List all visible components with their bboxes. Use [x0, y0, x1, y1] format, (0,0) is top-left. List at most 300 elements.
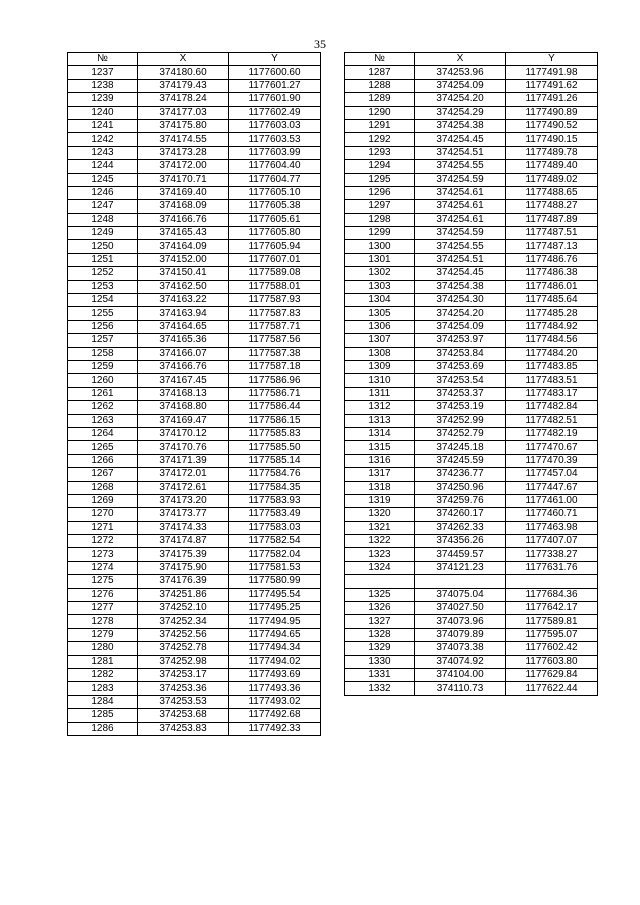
point-number-cell: 1267 — [68, 468, 138, 481]
table-row — [68, 374, 321, 387]
y-coordinate-cell: 1177607.01 — [229, 253, 321, 266]
table-row — [68, 575, 321, 588]
x-coordinate-cell: 374173.20 — [138, 494, 229, 507]
table-row — [68, 240, 321, 253]
point-number-cell: 1254 — [68, 294, 138, 307]
point-number-cell: 1324 — [345, 561, 415, 574]
x-coordinate-cell: 374252.78 — [138, 642, 229, 655]
x-coordinate-cell: 374254.61 — [415, 200, 506, 213]
table-row — [345, 628, 598, 641]
x-coordinate-cell: 374121.23 — [415, 561, 506, 574]
x-coordinate-cell: 374165.43 — [138, 227, 229, 240]
x-coordinate-cell: 374253.84 — [415, 347, 506, 360]
table-row — [345, 133, 598, 146]
point-number-cell: 1320 — [345, 508, 415, 521]
point-number-cell: 1288 — [345, 79, 415, 92]
x-coordinate-cell: 374179.43 — [138, 79, 229, 92]
table-row — [345, 401, 598, 414]
point-number-cell: 1331 — [345, 668, 415, 681]
point-number-cell: 1305 — [345, 307, 415, 320]
y-coordinate-cell: 1177489.02 — [506, 173, 598, 186]
point-number-cell: 1245 — [68, 173, 138, 186]
x-coordinate-cell: 374262.33 — [415, 521, 506, 534]
point-number-cell: 1266 — [68, 454, 138, 467]
point-number-cell: 1296 — [345, 186, 415, 199]
point-number-cell: 1317 — [345, 468, 415, 481]
table-row — [68, 655, 321, 668]
y-coordinate-cell: 1177482.84 — [506, 401, 598, 414]
y-coordinate-cell: 1177642.17 — [506, 602, 598, 615]
y-coordinate-cell: 1177580.99 — [229, 575, 321, 588]
y-coordinate-cell: 1177587.83 — [229, 307, 321, 320]
table-row — [68, 454, 321, 467]
point-number-cell: 1312 — [345, 401, 415, 414]
x-coordinate-cell: 374252.98 — [138, 655, 229, 668]
table-row — [345, 320, 598, 333]
table-row — [68, 722, 321, 735]
table-row — [68, 414, 321, 427]
point-number-cell: 1260 — [68, 374, 138, 387]
table-row — [345, 160, 598, 173]
table-row — [68, 468, 321, 481]
y-coordinate-cell: 1177495.25 — [229, 602, 321, 615]
y-coordinate-cell: 1177582.54 — [229, 535, 321, 548]
table-row — [345, 186, 598, 199]
point-number-cell: 1238 — [68, 79, 138, 92]
y-coordinate-cell: 1177463.98 — [506, 521, 598, 534]
table-row — [345, 387, 598, 400]
y-coordinate-cell: 1177629.84 — [506, 668, 598, 681]
table-row — [345, 561, 598, 574]
table-row — [345, 655, 598, 668]
table-row — [345, 79, 598, 92]
point-number-cell: 1273 — [68, 548, 138, 561]
y-coordinate-cell: 1177595.07 — [506, 628, 598, 641]
y-coordinate-cell: 1177483.17 — [506, 387, 598, 400]
y-coordinate-cell: 1177584.35 — [229, 481, 321, 494]
point-number-cell: 1323 — [345, 548, 415, 561]
x-coordinate-cell: 374169.40 — [138, 186, 229, 199]
y-coordinate-cell: 1177486.01 — [506, 280, 598, 293]
y-coordinate-cell: 1177493.02 — [229, 695, 321, 708]
y-coordinate-cell: 1177603.99 — [229, 146, 321, 159]
table-row — [345, 213, 598, 226]
x-coordinate-cell: 374254.20 — [415, 307, 506, 320]
table-row — [68, 253, 321, 266]
table-row — [345, 280, 598, 293]
point-number-cell: 1263 — [68, 414, 138, 427]
table-row — [345, 468, 598, 481]
table-row — [345, 360, 598, 373]
y-coordinate-cell: 1177484.56 — [506, 334, 598, 347]
y-coordinate-cell: 1177491.98 — [506, 66, 598, 79]
x-coordinate-cell: 374166.76 — [138, 360, 229, 373]
y-coordinate-cell: 1177491.26 — [506, 93, 598, 106]
point-number-cell: 1239 — [68, 93, 138, 106]
point-number-cell: 1299 — [345, 227, 415, 240]
point-number-cell: 1321 — [345, 521, 415, 534]
y-coordinate-cell: 1177486.38 — [506, 267, 598, 280]
y-coordinate-cell: 1177585.50 — [229, 441, 321, 454]
table-row — [68, 307, 321, 320]
y-coordinate-cell: 1177684.36 — [506, 588, 598, 601]
table-row — [68, 93, 321, 106]
point-number-cell: 1286 — [68, 722, 138, 735]
x-coordinate-cell: 374254.51 — [415, 146, 506, 159]
point-number-cell: 1302 — [345, 267, 415, 280]
table-row — [345, 548, 598, 561]
y-coordinate-cell: 1177487.89 — [506, 213, 598, 226]
x-coordinate-cell: 374253.96 — [415, 66, 506, 79]
point-number-cell: 1281 — [68, 655, 138, 668]
table-row — [68, 427, 321, 440]
x-coordinate-cell: 374253.97 — [415, 334, 506, 347]
y-coordinate-cell: 1177589.81 — [506, 615, 598, 628]
x-coordinate-cell: 374259.76 — [415, 494, 506, 507]
x-coordinate-cell: 374174.33 — [138, 521, 229, 534]
x-coordinate-cell: 374236.77 — [415, 468, 506, 481]
table-row — [68, 119, 321, 132]
column-header-x: X — [415, 53, 506, 66]
x-coordinate-cell: 374169.47 — [138, 414, 229, 427]
x-coordinate-cell: 374162.50 — [138, 280, 229, 293]
table-row — [68, 695, 321, 708]
y-coordinate-cell: 1177600.60 — [229, 66, 321, 79]
x-coordinate-cell: 374027.50 — [415, 602, 506, 615]
y-coordinate-cell: 1177470.39 — [506, 454, 598, 467]
table-row — [68, 401, 321, 414]
column-header-y: Y — [229, 53, 321, 66]
x-coordinate-cell: 374171.39 — [138, 454, 229, 467]
point-number-cell: 1270 — [68, 508, 138, 521]
column-header-number: № — [345, 53, 415, 66]
table-row — [345, 441, 598, 454]
y-coordinate-cell: 1177492.68 — [229, 709, 321, 722]
column-header-number: № — [68, 53, 138, 66]
x-coordinate-cell: 374252.34 — [138, 615, 229, 628]
y-coordinate-cell: 1177582.04 — [229, 548, 321, 561]
table-row — [68, 709, 321, 722]
y-coordinate-cell: 1177490.52 — [506, 119, 598, 132]
table-row — [345, 535, 598, 548]
x-coordinate-cell: 374166.76 — [138, 213, 229, 226]
x-coordinate-cell: 374254.55 — [415, 240, 506, 253]
x-coordinate-cell: 374254.45 — [415, 267, 506, 280]
table-row — [345, 267, 598, 280]
table-row — [345, 119, 598, 132]
x-coordinate-cell: 374252.79 — [415, 427, 506, 440]
table-row — [345, 588, 598, 601]
y-coordinate-cell: 1177495.54 — [229, 588, 321, 601]
table-row — [68, 79, 321, 92]
point-number-cell: 1326 — [345, 602, 415, 615]
point-number-cell: 1322 — [345, 535, 415, 548]
x-coordinate-cell: 374168.13 — [138, 387, 229, 400]
x-coordinate-cell: 374073.38 — [415, 642, 506, 655]
y-coordinate-cell: 1177489.78 — [506, 146, 598, 159]
table-row — [68, 320, 321, 333]
point-number-cell: 1283 — [68, 682, 138, 695]
x-coordinate-cell: 374150.41 — [138, 267, 229, 280]
y-coordinate-cell: 1177470.67 — [506, 441, 598, 454]
x-coordinate-cell: 374252.56 — [138, 628, 229, 641]
y-coordinate-cell: 1177584.76 — [229, 468, 321, 481]
y-coordinate-cell: 1177492.33 — [229, 722, 321, 735]
x-coordinate-cell: 374163.22 — [138, 294, 229, 307]
table-row — [68, 642, 321, 655]
y-coordinate-cell: 1177583.93 — [229, 494, 321, 507]
y-coordinate-cell: 1177585.83 — [229, 427, 321, 440]
y-coordinate-cell: 1177605.61 — [229, 213, 321, 226]
table-row — [345, 642, 598, 655]
point-number-cell: 1327 — [345, 615, 415, 628]
y-coordinate-cell: 1177457.04 — [506, 468, 598, 481]
point-number-cell: 1328 — [345, 628, 415, 641]
x-coordinate-cell: 374253.37 — [415, 387, 506, 400]
point-number-cell: 1247 — [68, 200, 138, 213]
point-number-cell: 1252 — [68, 267, 138, 280]
y-coordinate-cell: 1177603.03 — [229, 119, 321, 132]
x-coordinate-cell: 374254.29 — [415, 106, 506, 119]
table-row — [68, 334, 321, 347]
table-row — [345, 146, 598, 159]
x-coordinate-cell: 374075.04 — [415, 588, 506, 601]
point-number-cell: 1310 — [345, 374, 415, 387]
table-row — [68, 561, 321, 574]
point-number-cell: 1251 — [68, 253, 138, 266]
point-number-cell: 1280 — [68, 642, 138, 655]
y-coordinate-cell: 1177460.71 — [506, 508, 598, 521]
y-coordinate-cell: 1177491.62 — [506, 79, 598, 92]
table-row — [345, 240, 598, 253]
x-coordinate-cell: 374253.68 — [138, 709, 229, 722]
point-number-cell: 1289 — [345, 93, 415, 106]
table-row — [345, 347, 598, 360]
y-coordinate-cell: 1177601.27 — [229, 79, 321, 92]
x-coordinate-cell: 374253.69 — [415, 360, 506, 373]
x-coordinate-cell: 374177.03 — [138, 106, 229, 119]
x-coordinate-cell: 374253.83 — [138, 722, 229, 735]
table-row — [68, 682, 321, 695]
point-number-cell: 1284 — [68, 695, 138, 708]
table-header-row — [345, 53, 598, 66]
table-row — [68, 280, 321, 293]
point-number-cell: 1261 — [68, 387, 138, 400]
y-coordinate-cell: 1177487.13 — [506, 240, 598, 253]
table-row — [345, 668, 598, 681]
table-row — [68, 173, 321, 186]
table-row — [68, 535, 321, 548]
x-coordinate-cell: 374254.20 — [415, 93, 506, 106]
point-number-cell: 1265 — [68, 441, 138, 454]
x-coordinate-cell: 374074.92 — [415, 655, 506, 668]
table-row — [345, 334, 598, 347]
y-coordinate-cell: 1177589.08 — [229, 267, 321, 280]
point-number-cell: 1304 — [345, 294, 415, 307]
point-number-cell: 1307 — [345, 334, 415, 347]
point-number-cell: 1291 — [345, 119, 415, 132]
point-number-cell: 1246 — [68, 186, 138, 199]
table-row — [68, 267, 321, 280]
point-number-cell: 1240 — [68, 106, 138, 119]
y-coordinate-cell: 1177482.51 — [506, 414, 598, 427]
column-header-y: Y — [506, 53, 598, 66]
y-coordinate-cell: 1177461.00 — [506, 494, 598, 507]
x-coordinate-cell: 374254.09 — [415, 320, 506, 333]
table-row — [345, 307, 598, 320]
y-coordinate-cell: 1177605.94 — [229, 240, 321, 253]
point-number-cell: 1274 — [68, 561, 138, 574]
y-coordinate-cell: 1177485.64 — [506, 294, 598, 307]
point-number-cell: 1269 — [68, 494, 138, 507]
x-coordinate-cell: 374174.87 — [138, 535, 229, 548]
x-coordinate-cell: 374252.99 — [415, 414, 506, 427]
table-row — [68, 160, 321, 173]
point-number-cell: 1271 — [68, 521, 138, 534]
y-coordinate-cell: 1177586.96 — [229, 374, 321, 387]
y-coordinate-cell: 1177586.44 — [229, 401, 321, 414]
point-number-cell: 1295 — [345, 173, 415, 186]
y-coordinate-cell: 1177587.38 — [229, 347, 321, 360]
table-row — [345, 173, 598, 186]
y-coordinate-cell: 1177585.14 — [229, 454, 321, 467]
x-coordinate-cell: 374104.00 — [415, 668, 506, 681]
table-row — [68, 521, 321, 534]
y-coordinate-cell: 1177407.07 — [506, 535, 598, 548]
table-row — [68, 508, 321, 521]
x-coordinate-cell: 374356.26 — [415, 535, 506, 548]
y-coordinate-cell: 1177485.28 — [506, 307, 598, 320]
x-coordinate-cell: 374176.39 — [138, 575, 229, 588]
table-row — [345, 106, 598, 119]
x-coordinate-cell: 374172.01 — [138, 468, 229, 481]
point-number-cell: 1256 — [68, 320, 138, 333]
table-row — [345, 508, 598, 521]
x-coordinate-cell: 374073.96 — [415, 615, 506, 628]
x-coordinate-cell: 374245.18 — [415, 441, 506, 454]
table-row — [68, 146, 321, 159]
y-coordinate-cell: 1177583.03 — [229, 521, 321, 534]
x-coordinate-cell: 374178.24 — [138, 93, 229, 106]
y-coordinate-cell: 1177587.18 — [229, 360, 321, 373]
y-coordinate-cell: 1177338.27 — [506, 548, 598, 561]
point-number-cell: 1303 — [345, 280, 415, 293]
y-coordinate-cell: 1177602.42 — [506, 642, 598, 655]
x-coordinate-cell: 374254.61 — [415, 186, 506, 199]
point-number-cell: 1332 — [345, 682, 415, 695]
point-number-cell: 1257 — [68, 334, 138, 347]
point-number-cell: 1244 — [68, 160, 138, 173]
point-number-cell: 1285 — [68, 709, 138, 722]
y-coordinate-cell: 1177587.71 — [229, 320, 321, 333]
x-coordinate-cell: 374173.77 — [138, 508, 229, 521]
x-coordinate-cell: 374254.30 — [415, 294, 506, 307]
point-number-cell: 1309 — [345, 360, 415, 373]
point-number-cell: 1277 — [68, 602, 138, 615]
y-coordinate-cell: 1177586.15 — [229, 414, 321, 427]
x-coordinate-cell: 374166.07 — [138, 347, 229, 360]
y-coordinate-cell: 1177484.92 — [506, 320, 598, 333]
x-coordinate-cell: 374253.19 — [415, 401, 506, 414]
point-number-cell: 1315 — [345, 441, 415, 454]
x-coordinate-cell: 374163.94 — [138, 307, 229, 320]
y-coordinate-cell: 1177586.71 — [229, 387, 321, 400]
table-row — [345, 93, 598, 106]
point-number-cell: 1300 — [345, 240, 415, 253]
point-number-cell: 1308 — [345, 347, 415, 360]
x-coordinate-cell: 374260.17 — [415, 508, 506, 521]
x-coordinate-cell: 374164.09 — [138, 240, 229, 253]
y-coordinate-cell: 1177483.85 — [506, 360, 598, 373]
point-number-cell: 1241 — [68, 119, 138, 132]
table-row — [68, 133, 321, 146]
table-row — [345, 682, 598, 695]
table-row — [68, 347, 321, 360]
table-row — [68, 628, 321, 641]
x-coordinate-cell: 374245.59 — [415, 454, 506, 467]
y-coordinate-cell: 1177581.53 — [229, 561, 321, 574]
table-row — [345, 253, 598, 266]
table-row — [68, 548, 321, 561]
y-coordinate-cell: 1177631.76 — [506, 561, 598, 574]
point-number-cell: 1314 — [345, 427, 415, 440]
x-coordinate-cell: 374167.45 — [138, 374, 229, 387]
x-coordinate-cell: 374254.38 — [415, 119, 506, 132]
x-coordinate-cell: 374110.73 — [415, 682, 506, 695]
table-row — [68, 387, 321, 400]
y-coordinate-cell: 1177490.15 — [506, 133, 598, 146]
x-coordinate-cell: 374175.39 — [138, 548, 229, 561]
y-coordinate-cell: 1177604.40 — [229, 160, 321, 173]
point-number-cell: 1243 — [68, 146, 138, 159]
x-coordinate-cell: 374254.09 — [415, 79, 506, 92]
x-coordinate-cell: 374175.80 — [138, 119, 229, 132]
y-coordinate-cell: 1177601.90 — [229, 93, 321, 106]
x-coordinate-cell: 374251.86 — [138, 588, 229, 601]
table-row — [68, 294, 321, 307]
y-coordinate-cell: 1177602.49 — [229, 106, 321, 119]
table-row — [68, 360, 321, 373]
point-number-cell: 1329 — [345, 642, 415, 655]
y-coordinate-cell — [506, 575, 598, 588]
point-number-cell: 1242 — [68, 133, 138, 146]
point-number-cell: 1294 — [345, 160, 415, 173]
point-number-cell: 1276 — [68, 588, 138, 601]
y-coordinate-cell: 1177494.34 — [229, 642, 321, 655]
x-coordinate-cell: 374254.59 — [415, 227, 506, 240]
table-row — [68, 186, 321, 199]
y-coordinate-cell: 1177488.65 — [506, 186, 598, 199]
point-number-cell: 1292 — [345, 133, 415, 146]
table-row — [345, 494, 598, 507]
table-row — [345, 615, 598, 628]
point-number-cell: 1298 — [345, 213, 415, 226]
y-coordinate-cell: 1177494.95 — [229, 615, 321, 628]
y-coordinate-cell: 1177490.89 — [506, 106, 598, 119]
point-number-cell: 1268 — [68, 481, 138, 494]
point-number-cell: 1250 — [68, 240, 138, 253]
table-row — [345, 294, 598, 307]
table-row — [345, 227, 598, 240]
y-coordinate-cell: 1177486.76 — [506, 253, 598, 266]
y-coordinate-cell: 1177587.56 — [229, 334, 321, 347]
x-coordinate-cell: 374253.53 — [138, 695, 229, 708]
y-coordinate-cell: 1177482.19 — [506, 427, 598, 440]
y-coordinate-cell: 1177604.77 — [229, 173, 321, 186]
table-row — [345, 200, 598, 213]
x-coordinate-cell: 374253.17 — [138, 668, 229, 681]
point-number-cell: 1259 — [68, 360, 138, 373]
